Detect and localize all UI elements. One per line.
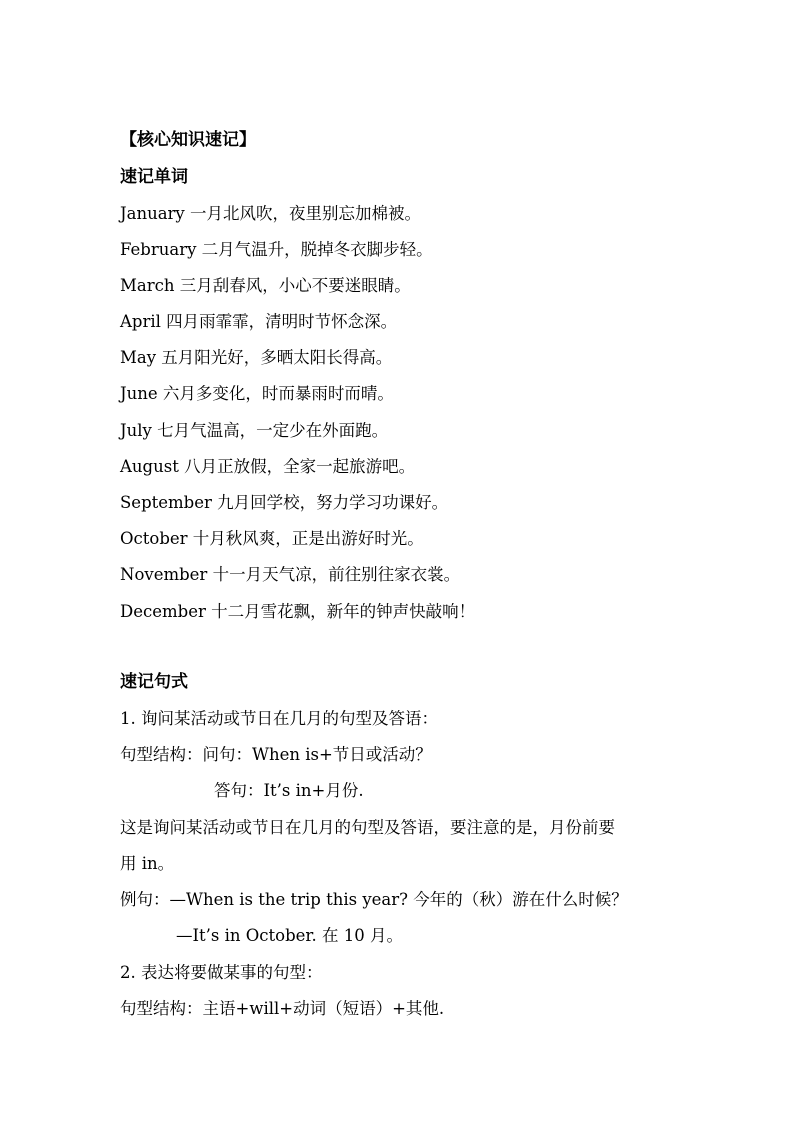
month-line-november: November 十一月天气凉，前往别往家衣裳。 xyxy=(120,565,461,584)
month-line-march: March 三月刮春风，小心不要迷眼睛。 xyxy=(120,276,411,295)
item1-note-line1: 这是询问某活动或节日在几月的句型及答语，要注意的是，月份前要 xyxy=(120,818,615,837)
item1-example-question: 例句：—When is the trip this year? 今年的（秋）游在什么时候？ xyxy=(120,890,628,909)
words-section-title: 速记单词 xyxy=(120,167,188,187)
document-heading: 【核心知识速记】 xyxy=(120,130,256,150)
month-line-september: September 九月回学校，努力学习功课好。 xyxy=(120,493,449,512)
month-line-june: June 六月多变化，时而暴雨时而晴。 xyxy=(120,384,394,403)
month-line-august: August 八月正放假，全家一起旅游吧。 xyxy=(120,457,416,476)
item1-example-answer: —It’s in October. 在 10 月。 xyxy=(176,926,403,945)
item2-title: 2. 表达将要做某事的句型： xyxy=(120,963,323,982)
month-line-february: February 二月气温升，脱掉冬衣脚步轻。 xyxy=(120,240,433,259)
item1-note-line2: 用 in。 xyxy=(120,854,175,873)
item2-structure: 句型结构：主语+will+动词（短语）+其他. xyxy=(120,999,445,1018)
item1-structure-answer: 答句：It’s in+月份. xyxy=(214,781,364,800)
item1-structure-question: 句型结构：问句：When is+节日或活动？ xyxy=(120,745,432,764)
month-line-april: April 四月雨霏霏，清明时节怀念深。 xyxy=(120,312,398,331)
sentences-section-title: 速记句式 xyxy=(120,672,188,692)
month-line-may: May 五月阳光好，多晒太阳长得高。 xyxy=(120,348,393,367)
month-line-january: January 一月北风吹，夜里别忘加棉被。 xyxy=(120,204,421,223)
item1-title: 1. 询问某活动或节日在几月的句型及答语： xyxy=(120,709,438,728)
month-line-december: December 十二月雪花飘，新年的钟声快敲响！ xyxy=(120,602,476,621)
month-line-july: July 七月气温高，一定少在外面跑。 xyxy=(120,421,389,440)
month-line-october: October 十月秋风爽，正是出游好时光。 xyxy=(120,529,424,548)
